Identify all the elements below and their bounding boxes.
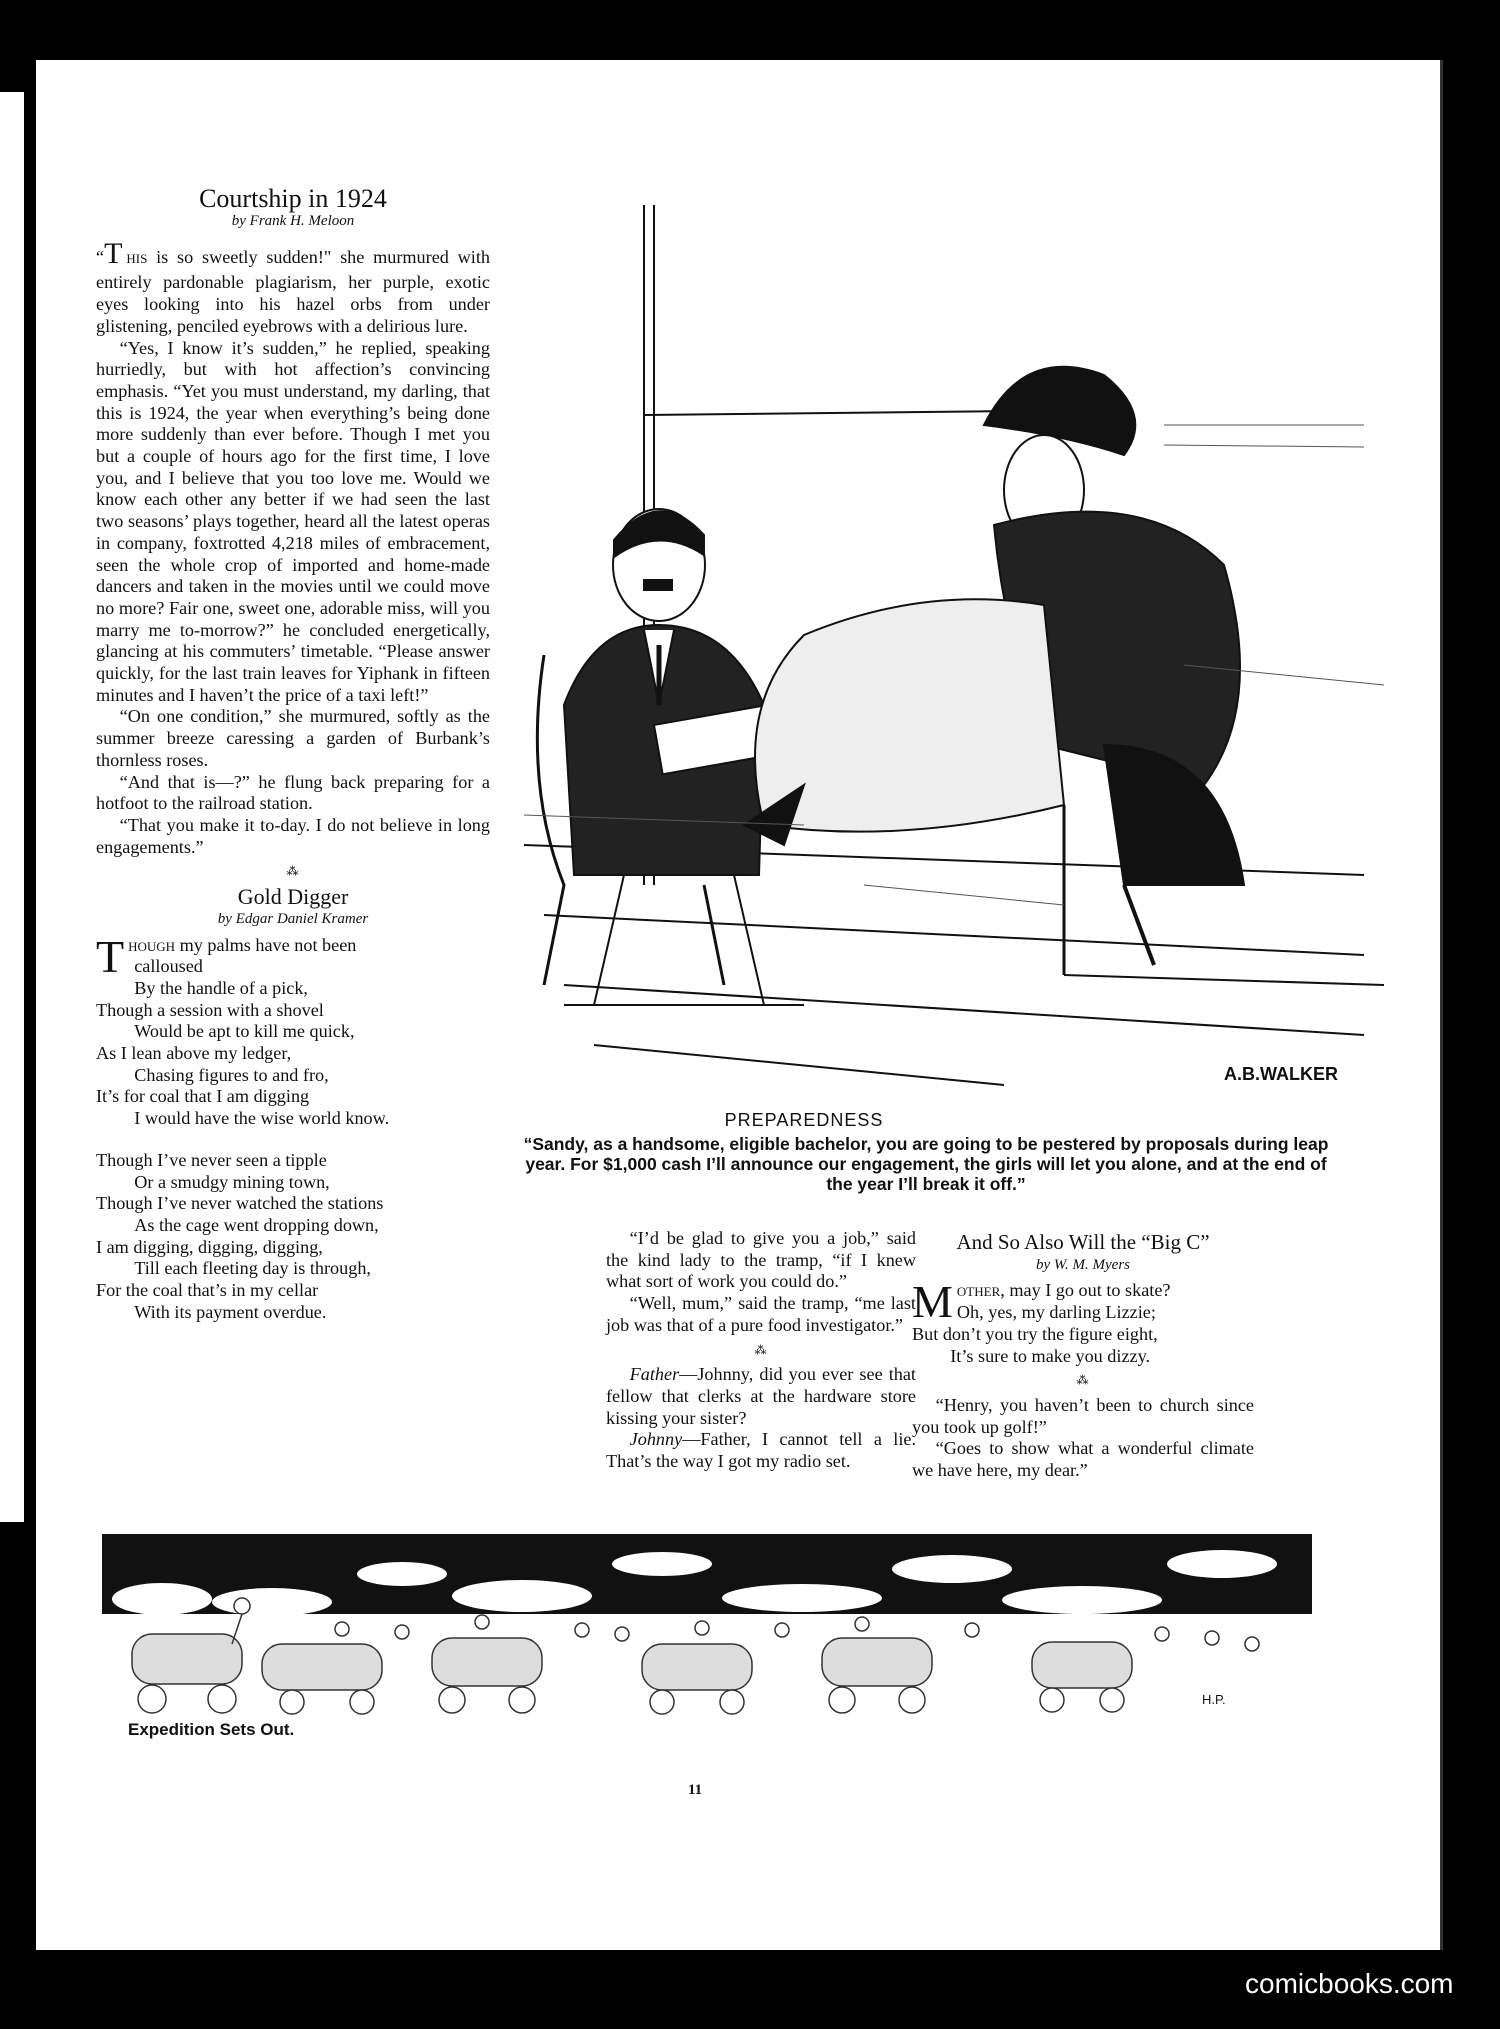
gold-digger-poem [96, 930, 490, 1324]
poem-line: It’s sure to make you dizzy. [950, 1345, 1151, 1366]
section-divider: ⁂ [754, 1342, 768, 1357]
poem-line: For the coal that’s in my cellar [96, 1280, 319, 1301]
article-paragraph: “Yes, I know it’s sudden,” he replied, speaking hurriedly, but with hot affection’s convincing emphasis. “Yet you must understand, my darling, that this is 1924, the year when everything’s being done more suddenly than ever before. Though I met you but a couple of hours ago for the first time, I love you, and I believe that you too love me. Would we know each other any better if we had seen the last two seasons’ plays together, heard all the latest operas in company, foxtrotted 4,218 miles of embracement, seen the whole crop of imported and home-made dancers and taken in the movies until we could move no more? Fair one, sweet one, adorable miss, will you marry me to-morrow?” he concluded energetically, glancing at his commuters’ timetable. “Please answer quickly, for the last train leaves for Yiphank in fifteen minutes and I haven’t the price of a taxi left!” [96, 337, 490, 705]
joke-paragraph: Johnny—Father, I cannot tell a lie. That’s the way I got my radio set. [606, 1429, 916, 1472]
joke-paragraph: “Henry, you haven’t been to church since you took up golf!” [912, 1394, 1254, 1437]
article-byline: by Frank H. Meloon [231, 212, 355, 229]
poem-line: As the cage went dropping down, [134, 1214, 379, 1235]
cartoon-caption-title: PREPAREDNESS [724, 1110, 884, 1130]
section-divider: ⁂ [1076, 1373, 1090, 1388]
poem-line: I would have the wise world know. [134, 1108, 390, 1129]
watermark: comicbooks.com [1245, 1968, 1454, 1999]
poem-line: As I lean above my ledger, [96, 1043, 292, 1064]
article-paragraph: “On one condition,” she murmured, softly as the summer breeze caressing a garden of Burbank’s thornless roses. [96, 706, 490, 770]
expedition-illustration [102, 1534, 1312, 1716]
big-c-article [912, 1232, 1254, 1482]
article-paragraph: “That you make it to-day. I do not believe in long engagements.” [96, 814, 490, 857]
cartoon-caption-text: “Sandy, as a handsome, eligible bachelor, you are going to be pestered by proposals during leap year. For $1,000 cash I’ll announce our engagement, the girls will let you alone, and at the end of the year I’ll break it off.” [523, 1134, 1329, 1194]
preparedness-cartoon-illustration [504, 185, 1384, 1105]
page-number: 11 [688, 1782, 703, 1798]
poem-line: Till each fleeting day is through, [134, 1258, 371, 1279]
poem-line: calloused [134, 956, 203, 977]
poem-line: By the handle of a pick, [134, 977, 308, 998]
poem-line: But don’t you try the figure eight, [912, 1323, 1158, 1344]
poem-line: Mother, may I go out to skate? [912, 1276, 1171, 1328]
poem-line: Or a smudgy mining town, [134, 1171, 330, 1192]
joke-paragraph: “Well, mum,” said the tramp, “me last job was that of a pure food investigator.” [606, 1293, 916, 1335]
joke-paragraph: “Goes to show what a wonderful climate we have here, my dear.” [912, 1438, 1254, 1481]
article-title: Courtship in 1924 [199, 184, 387, 213]
poem-line: Though a session with a shovel [96, 999, 324, 1020]
left-page-edge [0, 92, 24, 1522]
poem-line: It’s for coal that I am digging [96, 1086, 310, 1107]
poem-line: I am digging, digging, digging, [96, 1236, 323, 1257]
artist-signature: A.B.WALKER [1224, 1064, 1338, 1084]
poem-line: Oh, yes, my darling Lizzie; [956, 1302, 1156, 1323]
poem-line: Though I’ve never seen a tipple [96, 1149, 327, 1170]
joke-paragraph: Father—Johnny, did you ever see that fellow that clerks at the hardware store kissing your sister? [606, 1364, 916, 1428]
jokes-column [606, 1228, 916, 1473]
illustration-caption: Expedition Sets Out. [128, 1720, 295, 1739]
poem-title: Gold Digger [237, 884, 349, 910]
article-paragraph: “And that is—?” he flung back preparing for a hotfoot to the railroad station. [96, 771, 490, 814]
article-paragraph: “T his is so sweetly sudden!" she murmured with entirely pardonable plagiarism, her purple, exotic eyes looking into his hazel orbs from under glistening, penciled eyebrows with a delirious lure. [96, 237, 490, 336]
poem-line: Though I’ve never watched the stations [96, 1193, 384, 1214]
poem-line: Though my palms have not been [96, 930, 357, 982]
joke-paragraph: “I’d be glad to give you a job,” said the kind lady to the tramp, “if I knew what sort of work you could do.” [606, 1228, 916, 1292]
section-divider: ⁂ [286, 864, 300, 879]
poem-title: And So Also Will the “Big C” [956, 1230, 1210, 1254]
big-c-poem [912, 1276, 1254, 1367]
poem-line: Would be apt to kill me quick, [134, 1021, 355, 1042]
poem-line: With its payment overdue. [134, 1301, 327, 1322]
magazine-page [36, 60, 1443, 1950]
poem-byline: by Edgar Daniel Kramer [217, 910, 369, 927]
poem-line: Chasing figures to and fro, [134, 1064, 329, 1085]
poem-byline: by W. M. Myers [1035, 1256, 1130, 1273]
artist-initials: H.P. [1202, 1692, 1226, 1707]
courtship-article [96, 184, 490, 1323]
